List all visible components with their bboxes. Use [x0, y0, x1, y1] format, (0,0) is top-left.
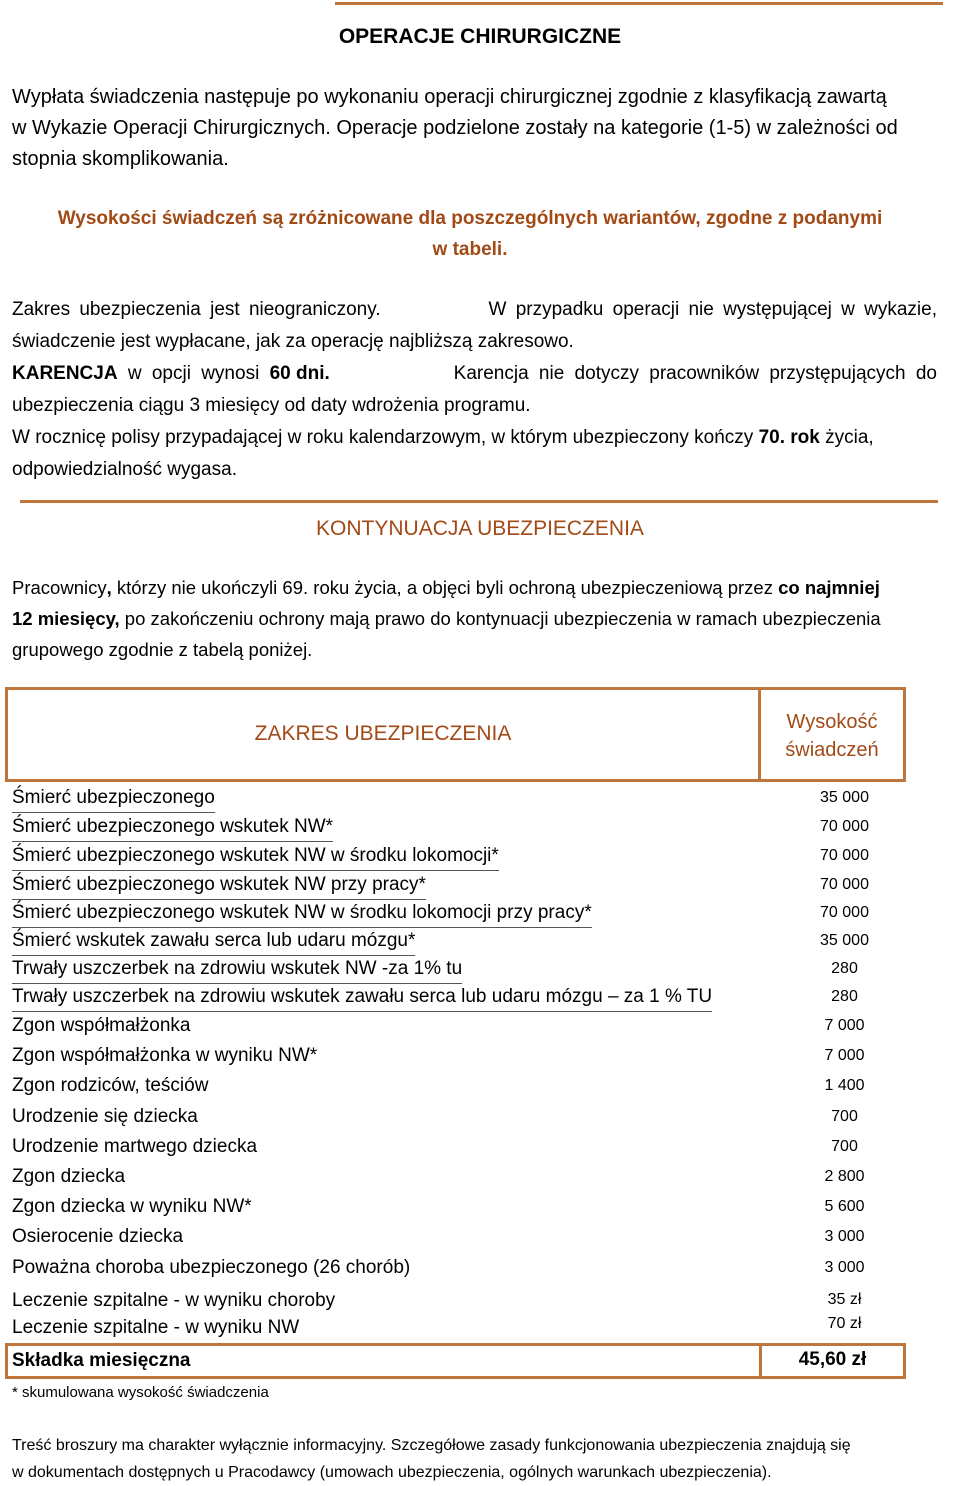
continuation-line2 [12, 603, 947, 634]
hospital-illness-value: 35 zł [827, 1291, 862, 1308]
table-row [12, 1075, 952, 1105]
hospital-illness-label: Leczenie szpitalne - w wyniku choroby [12, 1290, 336, 1311]
benefit-value: 700 [831, 1138, 858, 1155]
table-row [12, 958, 952, 988]
scope-unlimited: Zakres ubezpieczenia jest nieograniczony. [12, 299, 381, 320]
surgery-intro [12, 82, 937, 175]
table-row [12, 874, 952, 904]
table-row [12, 1045, 952, 1075]
anniversary-age: 70. [758, 427, 785, 448]
anniversary-rok: rok [790, 427, 820, 448]
benefit-value: 280 [831, 988, 858, 1005]
benefit-name: Osierocenie dziecka [12, 1226, 184, 1247]
table-row [12, 787, 952, 817]
row-underline [12, 899, 426, 900]
waiting-days: 60 dni. [269, 363, 330, 384]
variants-note-line1: Wysokości świadczeń są zróżnicowane dla poszczególnych wariantów, zgodne z podanymi [57, 208, 883, 229]
hospital-row [12, 1287, 952, 1347]
benefit-value: 70 000 [820, 847, 869, 864]
anniversary-line1 [12, 422, 937, 454]
table-row [12, 845, 952, 875]
benefit-value: 3 000 [824, 1228, 865, 1245]
waiting-line2: ubezpieczenia ciągu 3 miesięcy od daty wdrożenia programu. [12, 395, 531, 416]
scope-line1 [12, 294, 937, 326]
row-underline [12, 870, 499, 871]
benefit-value: 2 800 [824, 1168, 865, 1185]
surgery-intro-line2: w Wykazie Operacji Chirurgicznych. Operacje podzielone zostały na kategorie (1-5) w zależności od [12, 117, 898, 139]
premium-label: Składka miesięczna [12, 1350, 191, 1371]
benefit-value: 35 000 [820, 932, 869, 949]
continuation-age: którzy nie ukończyli 69 [111, 577, 303, 598]
table-row [12, 816, 952, 846]
table-row [12, 1196, 952, 1226]
row-underline [12, 955, 415, 956]
top-divider [335, 2, 943, 5]
benefit-name: Trwały uszczerbek na zdrowiu wskutek zawału serca lub udaru mózgu – za 1 % TU [12, 986, 713, 1007]
surgery-intro-line1: Wypłata świadczenia następuje po wykonaniu operacji chirurgicznej zgodnie z klasyfikacją zawartą [12, 86, 887, 108]
row-underline [12, 1011, 712, 1012]
premium-value: 45,60 zł [798, 1349, 867, 1370]
continuation-comma: , [106, 577, 112, 598]
disclaimer [12, 1432, 942, 1486]
table-header-amount [758, 708, 906, 764]
row-underline [12, 983, 462, 984]
waiting-line1 [12, 358, 937, 390]
benefit-name: Śmierć ubezpieczonego wskutek NW* [12, 816, 334, 837]
table-row [12, 1106, 952, 1136]
benefit-name: Śmierć ubezpieczonego wskutek NW przy pracy* [12, 874, 426, 895]
table-header-amount-line1: Wysokość [786, 711, 878, 733]
waiting-mid: w opcji wynosi [117, 363, 270, 384]
benefit-name: Śmierć ubezpieczonego [12, 787, 215, 808]
continuation-months: 12 miesięcy, [12, 608, 120, 629]
benefit-value: 5 600 [824, 1198, 865, 1215]
scope-line2: świadczenie jest wypłacane, jak za operację najbliższą zakresowo. [12, 331, 574, 352]
table-row [12, 1226, 952, 1256]
table-row [12, 1136, 952, 1166]
benefit-value: 7 000 [824, 1017, 865, 1034]
benefit-value: 1 400 [824, 1077, 865, 1094]
table-header-scope: ZAKRES UBEZPIECZENIA [254, 722, 512, 745]
benefit-name: Śmierć ubezpieczonego wskutek NW w środku lokomocji* [12, 845, 499, 866]
benefit-name: Zgon dziecka w wyniku NW* [12, 1196, 252, 1217]
waiting-label: KARENCJA [12, 363, 118, 384]
continuation-title: KONTYNUACJA UBEZPIECZENIA [316, 517, 644, 540]
benefit-name: Urodzenie martwego dziecka [12, 1136, 258, 1157]
benefit-name: Zgon współmałżonka w wyniku NW* [12, 1045, 318, 1066]
waiting-period-group [12, 358, 330, 390]
variants-note [0, 203, 940, 265]
benefit-name: Zgon rodziców, teściów [12, 1075, 209, 1096]
footnote: * skumulowana wysokość świadczenia [12, 1384, 269, 1401]
table-row [12, 986, 952, 1016]
scope-paragraph [12, 294, 937, 486]
row-underline [12, 841, 333, 842]
benefit-value: 70 000 [820, 904, 869, 921]
surgery-intro-line3: stopnia skomplikowania. [12, 148, 229, 170]
benefit-name: Zgon współmałżonka [12, 1015, 191, 1036]
continuation-paragraph [12, 572, 947, 665]
benefit-name: Zgon dziecka [12, 1166, 126, 1187]
benefit-name: Śmierć ubezpieczonego wskutek NW w środku lokomocji przy pracy* [12, 902, 592, 923]
waiting-rest: Karencja nie dotyczy pracowników przystępujących do [453, 363, 937, 384]
continuation-right: po zakończeniu ochrony mają prawo do kontynuacji ubezpieczenia w ramach ubezpieczenia [119, 608, 881, 629]
benefit-value: 35 000 [820, 789, 869, 806]
continuation-employees: Pracownicy [12, 577, 107, 598]
scope-not-listed: W przypadku operacji nie występującej w wykazie, [488, 299, 937, 320]
row-underline [12, 927, 592, 928]
continuation-line3: grupowego zgodnie z tabelą poniżej. [12, 639, 313, 660]
benefit-name: Trwały uszczerbek na zdrowiu wskutek NW -za 1% tu [12, 958, 463, 979]
table-header-amount-line2: świadczeń [785, 739, 879, 761]
variants-note-line2: w tabeli. [432, 239, 508, 260]
disclaimer-line2: w dokumentach dostępnych u Pracodawcy (umowach ubezpieczenia, ogólnych warunkach ubezpieczenia). [12, 1464, 772, 1481]
table-row [12, 1166, 952, 1196]
benefit-name: Urodzenie się dziecka [12, 1106, 198, 1127]
benefit-name: Poważna choroba ubezpieczonego (26 chorób) [12, 1257, 411, 1278]
surgery-title: OPERACJE CHIRURGICZNE [338, 25, 622, 48]
anniversary-text: W rocznicę polisy przypadającej w roku kalendarzowym, w którym ubezpieczony kończy [12, 427, 759, 448]
middle-divider [20, 500, 938, 503]
benefit-name: Śmierć wskutek zawału serca lub udaru mózgu* [12, 930, 416, 951]
benefit-value: 280 [831, 960, 858, 977]
table-row [12, 930, 952, 960]
hospital-accident-value: 70 zł [827, 1315, 862, 1332]
table-row [12, 1015, 952, 1045]
benefit-value: 70 000 [820, 818, 869, 835]
benefit-value: 700 [831, 1108, 858, 1125]
benefit-value: 7 000 [824, 1047, 865, 1064]
hospital-accident-label: Leczenie szpitalne - w wyniku NW [12, 1317, 300, 1338]
row-underline [12, 812, 215, 813]
continuation-coverage: . roku życia, a objęci byli ochroną ubezpieczeniową przez [303, 577, 779, 598]
anniversary-life: życia, [819, 427, 874, 448]
anniversary-line2: odpowiedzialność wygasa. [12, 459, 237, 480]
table-row [12, 1257, 952, 1287]
disclaimer-line1: Treść broszury ma charakter wyłącznie informacyjny. Szczegółowe zasady funkcjonowania ubezpieczenia znajdują się [12, 1437, 851, 1454]
benefit-value: 70 000 [820, 876, 869, 893]
benefit-value: 3 000 [824, 1259, 865, 1276]
continuation-line1 [12, 572, 947, 603]
table-row [12, 902, 952, 932]
continuation-at-least: co najmniej [778, 577, 880, 598]
